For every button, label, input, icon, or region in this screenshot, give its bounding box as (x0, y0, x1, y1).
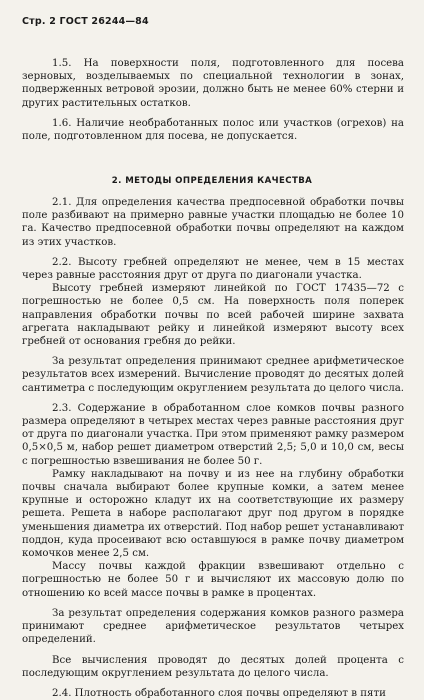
paragraph-2-2: 2.2. Высоту гребней определяют не менее, чем в 15 местах через равные расстояния друг от друга по диагонали участка. (22, 256, 404, 282)
section-1-text (22, 57, 404, 143)
paragraph-2-4: 2.4. Плотность обработанного слоя почвы определяют в пяти (52, 687, 386, 699)
section-2-heading: 2. МЕТОДЫ ОПРЕДЕЛЕНИЯ КАЧЕСТВА (111, 176, 313, 186)
paragraph-clod-result: За результат определения содержания комков разного размера принимают среднее арифметическое результатов четырех определений. (22, 607, 404, 646)
paragraph-frame-procedure: Рамку накладывают на почву и из нее на глубину обработки почвы сначала выбирают более крупные комки, а затем менее крупные и осторожно кладут их на соответствующие их размеру решета. Решета в наборе располагают друг под другом в порядке уменьшения диаметра их отверстий. Под набор решет устанавливают поддон, куда просеивают всю оставшуюся в рамке почву диаметром комочков менее 2,5 см. (22, 468, 404, 560)
page-header: Стр. 2 ГОСТ 26244—84 (22, 16, 149, 27)
paragraph-1-6: 1.6. Наличие необработанных полос или участков (огрехов) на поле, подготовленном для посева, не допускается. (22, 117, 404, 143)
paragraph-fraction-mass: Массу почвы каждой фракции взвешивают отдельно с погрешностью не более 50 г и вычисляют их массовую долю по отношению ко всей массе почвы в рамке в процентах. (22, 561, 404, 599)
paragraph-2-3: 2.3. Содержание в обработанном слое комков почвы разного размера определяют в четырех местах через равные расстояния друг от друга по диагонали участка. При этом применяют рамку размером 0,5×0,5 м, набор решет диаметром отверстий 2,5; 5,0 и 10,0 см, весы с погрешностью взвешивания не более 50 г. (22, 402, 404, 467)
paragraph-1-5: 1.5. На поверхности поля, подготовленного для посева зерновых, возделываемых по специальной технологии в зонах, подверженных ветровой эрозии, должно быть не менее 60% стерни и других растительных остатков. (22, 58, 404, 109)
paragraph-2-1: 2.1. Для определения качества предпосевной обработки почвы поле разбивают на примерно равные участки площадью не более 10 га. Качество предпосевной обработки почвы определяют на каждом из этих участков. (22, 197, 404, 248)
section-2-text (22, 196, 404, 700)
paragraph-rounding: Все вычисления проводят до десятых долей процента с последующим округлением результата до целого числа. (22, 654, 404, 679)
paragraph-ridge-result: За результат определения принимают среднее арифметическое результатов всех измерений. Вычисление проводят до десятых долей сантиметра с последующим округлением результата до целого числа. (22, 356, 405, 394)
paragraph-ridge-measure: Высоту гребней измеряют линейкой по ГОСТ 17435—72 с погрешностью не более 0,5 см. На поверхность поля поперек направления обработки почвы по всей рабочей ширине захвата агрегата накладывают рейку и линейкой измеряют высоту всех гребней от основания гребня до рейки. (22, 283, 404, 348)
